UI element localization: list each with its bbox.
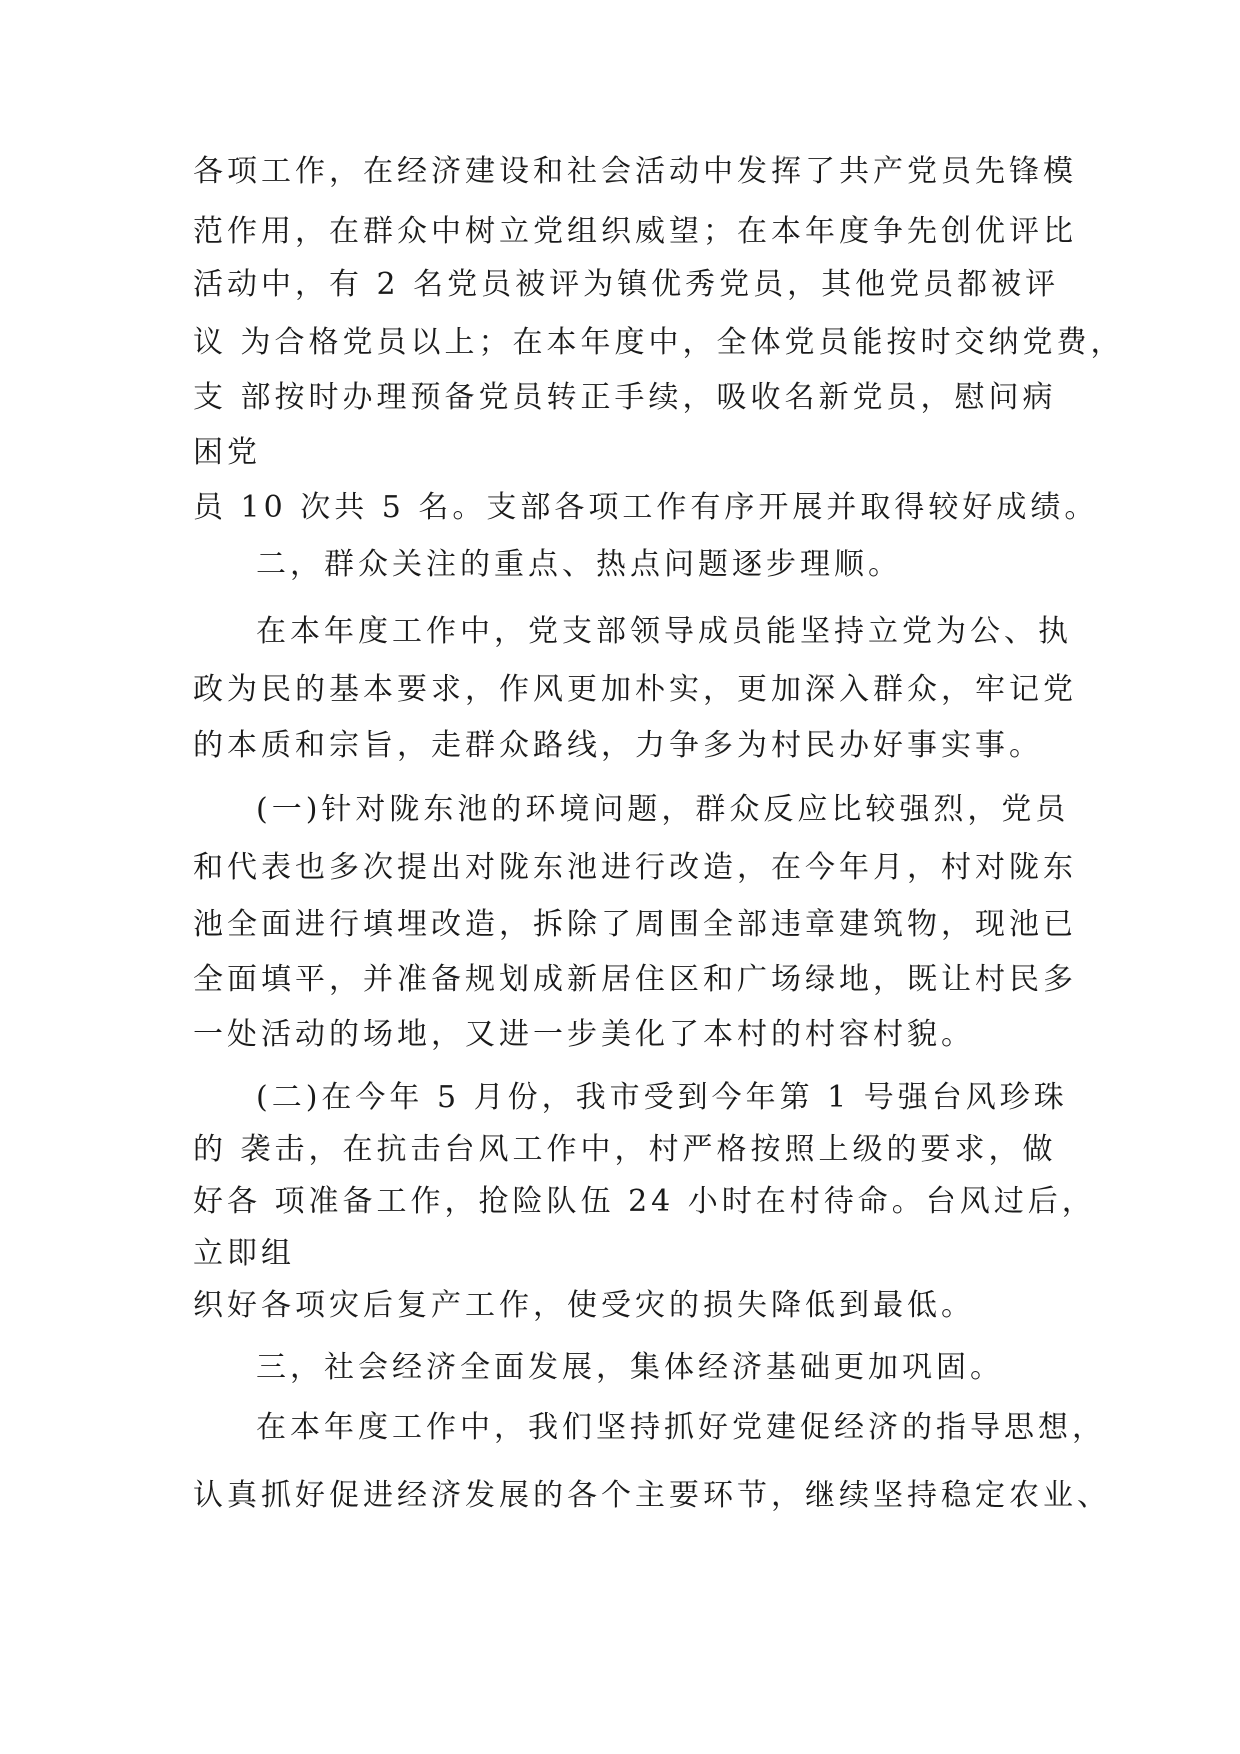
text-line: 活动中，有 2 名党员被评为镇优秀党员，其他党员都被评 [193, 267, 1060, 302]
text-line: (一)针对陇东池的环境问题，群众反应比较强烈，党员 [256, 792, 1070, 827]
text-line: 立即组 [193, 1236, 295, 1271]
text-line: 支 部按时办理预备党员转正手续，吸收名新党员，慰问病 [193, 380, 1057, 415]
text-line: 政为民的基本要求，作风更加朴实，更加深入群众，牢记党 [193, 672, 1077, 707]
text-line: 各项工作，在经济建设和社会活动中发挥了共产党员先锋模 [193, 154, 1077, 189]
text-line: 一处活动的场地，又进一步美化了本村的村容村貌。 [193, 1017, 975, 1052]
text-line: 在本年度工作中，党支部领导成员能坚持立党为公、执 [256, 614, 1072, 649]
text-line: 在本年度工作中，我们坚持抓好党建促经济的指导思想， [256, 1410, 1106, 1445]
text-line: 织好各项灾后复产工作，使受灾的损失降低到最低。 [193, 1288, 975, 1323]
text-line: 议 为合格党员以上；在本年度中，全体党员能按时交纳党费， [193, 325, 1125, 360]
text-line: 员 10 次共 5 名。支部各项工作有序开展并取得较好成绩。 [193, 490, 1099, 525]
text-line: 池全面进行填埋改造，拆除了周围全部违章建筑物，现池已 [193, 907, 1077, 942]
text-line: 和代表也多次提出对陇东池进行改造，在今年月，村对陇东 [193, 850, 1077, 885]
text-line: 范作用，在群众中树立党组织威望；在本年度争先创优评比 [193, 214, 1077, 249]
text-line: 认真抓好促进经济发展的各个主要环节，继续坚持稳定农业、 [193, 1478, 1111, 1513]
text-line: (二)在今年 5 月份，我市受到今年第 1 号强台风珍珠 [256, 1080, 1068, 1115]
section-heading: 三，社会经济全面发展，集体经济基础更加巩固。 [256, 1350, 1004, 1385]
text-line: 的本质和宗旨，走群众路线，力争多为村民办好事实事。 [193, 728, 1043, 763]
text-line: 的 袭击，在抗击台风工作中，村严格按照上级的要求，做 [193, 1132, 1057, 1167]
text-line: 好各 项准备工作，抢险队伍 24 小时在村待命。台风过后， [193, 1184, 1096, 1219]
text-line: 困党 [193, 435, 261, 470]
section-heading: 二，群众关注的重点、热点问题逐步理顺。 [256, 547, 902, 582]
text-line: 全面填平，并准备规划成新居住区和广场绿地，既让村民多 [193, 962, 1077, 997]
